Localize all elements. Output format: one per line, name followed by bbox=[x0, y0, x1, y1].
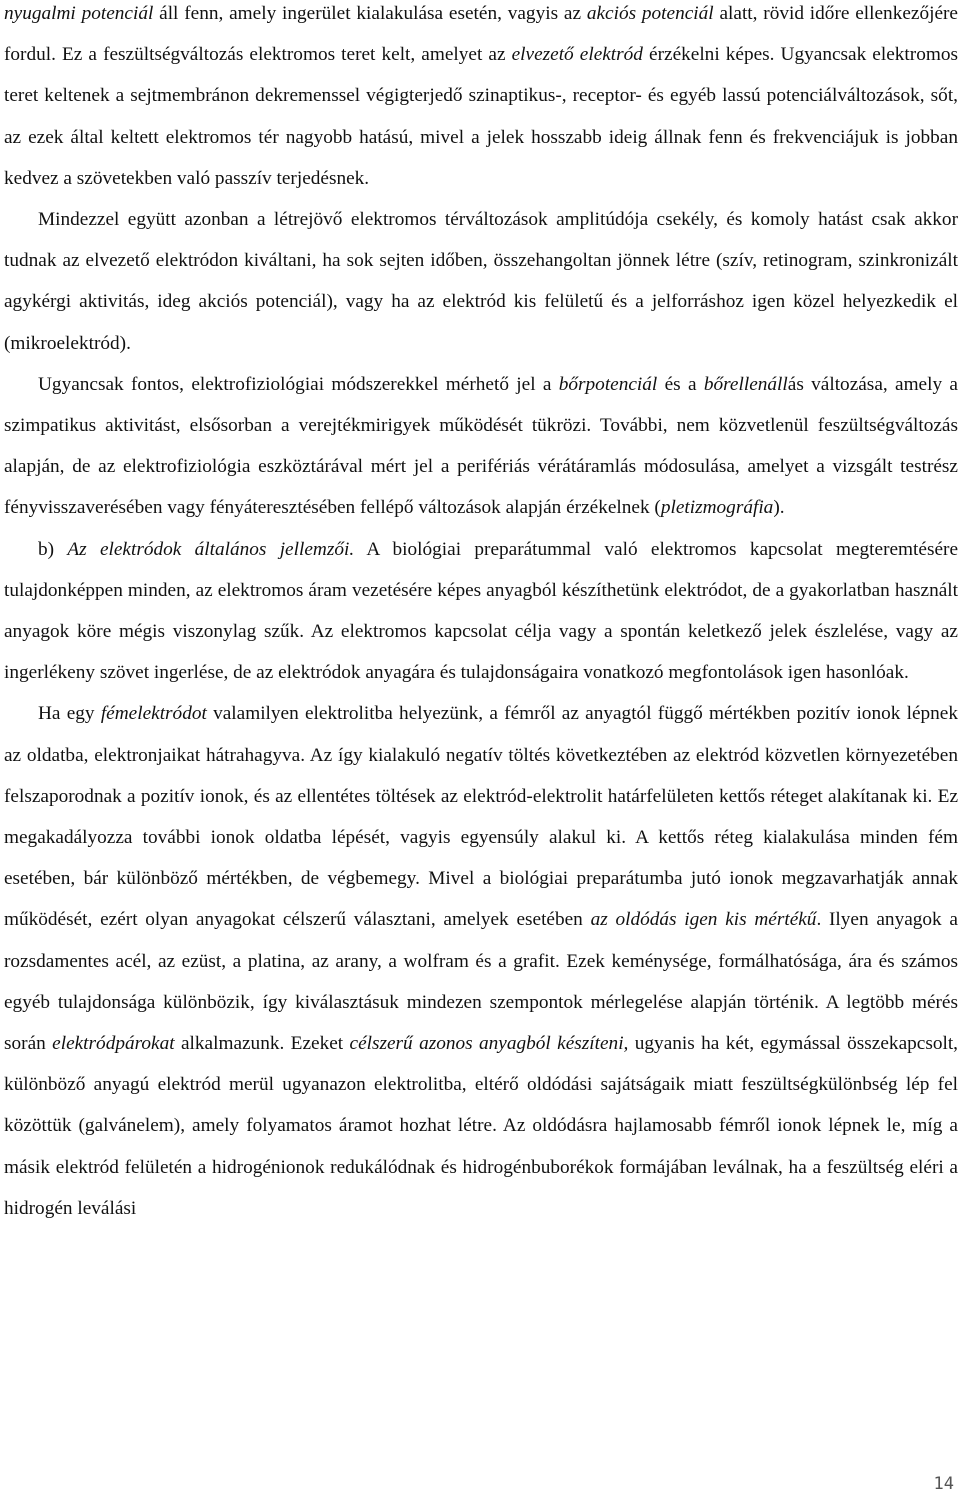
italic-term: elvezető elektród bbox=[511, 44, 643, 66]
text-run: Ha egy bbox=[38, 703, 101, 725]
paragraph bbox=[4, 693, 958, 1229]
italic-term: bőrellenáll bbox=[703, 373, 788, 395]
page-number: 14 bbox=[933, 1474, 954, 1494]
text-run: áll fenn, amely ingerület kialakulása esetén, vagyis az bbox=[153, 3, 587, 24]
italic-term: akciós potenciál bbox=[586, 3, 714, 24]
text-run: alatt, rövid időre ellenkezőjére fordul. Ez a feszültségváltozás elektromos teret kelt, amelyet az bbox=[4, 3, 958, 66]
text-run: érzékelni képes. Ugyancsak elektromos teret keltenek a sejtmembránon dekremenssel végigterjedő szinaptikus-, receptor- és egyéb lassú potenciálváltozások, sőt, az ezek által keltett elektromos tér nagyobb hatású, mivel a jelek hosszabb ideig állnak fenn és frekvenciájuk is jobban kedvez a szövetekben való passzív terjedésnek. bbox=[4, 44, 958, 189]
italic-term: bőrpotenciál bbox=[558, 373, 658, 395]
text-run: és a bbox=[657, 373, 704, 395]
paragraph bbox=[4, 529, 958, 694]
text-run: A biológiai preparátummal való elektromos kapcsolat megteremtésére tulajdonképpen minden, az elektromos áram vezetésére képes anyagból készíthetünk elektródot, de a gyakorlatban használt anyagok köre mégis viszonylag szűk. Az elektromos kapcsolat célja vagy a spontán keletkező jelek észlelése, vagy az ingerlékeny szövet ingerlése, de az elektródok anyagára és tulajdonságaira vonatkozó megfontolások igen hasonlóak. bbox=[4, 538, 959, 684]
text-run: alkalmazunk. Ezeket bbox=[174, 1033, 350, 1055]
italic-term: fémelektródot bbox=[100, 703, 207, 725]
text-run: ugyanis ha két, egymással összekapcsolt, különböző anyagú elektród merül ugyanazon elektrolitba, eltérő oldódási sajátságaik miatt feszültségkülönbség lép fel közöttük (galvánelem), amely folyamatos áramot hozhat létre. Az oldódásra hajlamosabb fémről ionok lépnek le, míg a másik elektród felületén a hidrogénionok redukálódnak és hidrogénbuborékok formájában leválnak, ha a feszültség eléri a hidrogén leválási bbox=[4, 1033, 959, 1219]
italic-term: az oldódás igen kis mértékű bbox=[590, 909, 817, 931]
text-run: b) bbox=[38, 538, 68, 560]
text-run: Ugyancsak fontos, elektrofiziológiai módszerekkel mérhető jel a bbox=[38, 373, 559, 395]
paragraph bbox=[4, 199, 958, 364]
paragraph bbox=[4, 364, 958, 529]
text-run: ). bbox=[773, 497, 785, 519]
paragraph bbox=[4, 0, 958, 199]
text-run: Mindezzel együtt azonban a létrejövő elektromos térváltozások amplitúdója csekély, és komoly hatást csak akkor tudnak az elvezető elektródon kiváltani, ha sok sejten időben, összehangoltan jönnek létre (szív, retinogram, szinkronizált agykérgi aktivitás, ideg akciós potenciál), vagy ha az elektród kis felületű és a jelforráshoz igen közel helyezkedik el (mikroelektród). bbox=[4, 209, 958, 354]
document-page bbox=[4, 0, 958, 1229]
italic-term: elektródpárokat bbox=[52, 1033, 175, 1055]
italic-term: célszerű azonos anyagból készíteni, bbox=[349, 1033, 629, 1055]
text-run: valamilyen elektrolitba helyezünk, a fémről az anyagtól függő mértékben pozitív ionok lépnek az oldatba, elektronjaikat hátrahagyva. Az így kialakuló negatív töltés következtében az elektród közvetlen környezetében felszaporodnak a pozitív ionok, és az ellentétes töltések az elektród-elektrolit határfelületen kettős réteget alakítanak ki. Ez megakadályozza további ionok oldatba lépését, vagyis egyensúly alakul ki. A kettős réteg kialakulása minden fém esetében, bár különböző mértékben, de végbemegy. Mivel a biológiai preparátumba jutó ionok megzavarhatják annak működését, ezért olyan anyagokat célszerű választani, amelyek esetében bbox=[4, 703, 959, 931]
italic-term: pletizmográfia bbox=[660, 497, 774, 519]
text-run: . Ilyen anyagok a rozsdamentes acél, az ezüst, a platina, az arany, a wolfram és a grafit. Ezek keménysége, formálhatósága, ára és számos egyéb tulajdonsága különbözik, így kiválasztásuk mindezen szempontok mérlegelése alapján történik. A legtöbb mérés során bbox=[4, 909, 958, 1055]
body-text bbox=[4, 0, 958, 1229]
italic-term: nyugalmi potenciál bbox=[4, 3, 154, 24]
italic-term: Az elektródok általános jellemzői. bbox=[67, 538, 355, 560]
text-run: ás változása, amely a szimpatikus aktivitást, elsősorban a verejtékmirigyek működését tükrözi. További, nem közvetlenül feszültségváltozás alapján, de az elektrofiziológia eszköztárával mért jel a perifériás vérátáramlás módosulása, amelyet a vizsgált testrész fényvisszaverésében vagy fényáteresztésében fellépő változások alapján érzékelnek ( bbox=[4, 373, 958, 519]
